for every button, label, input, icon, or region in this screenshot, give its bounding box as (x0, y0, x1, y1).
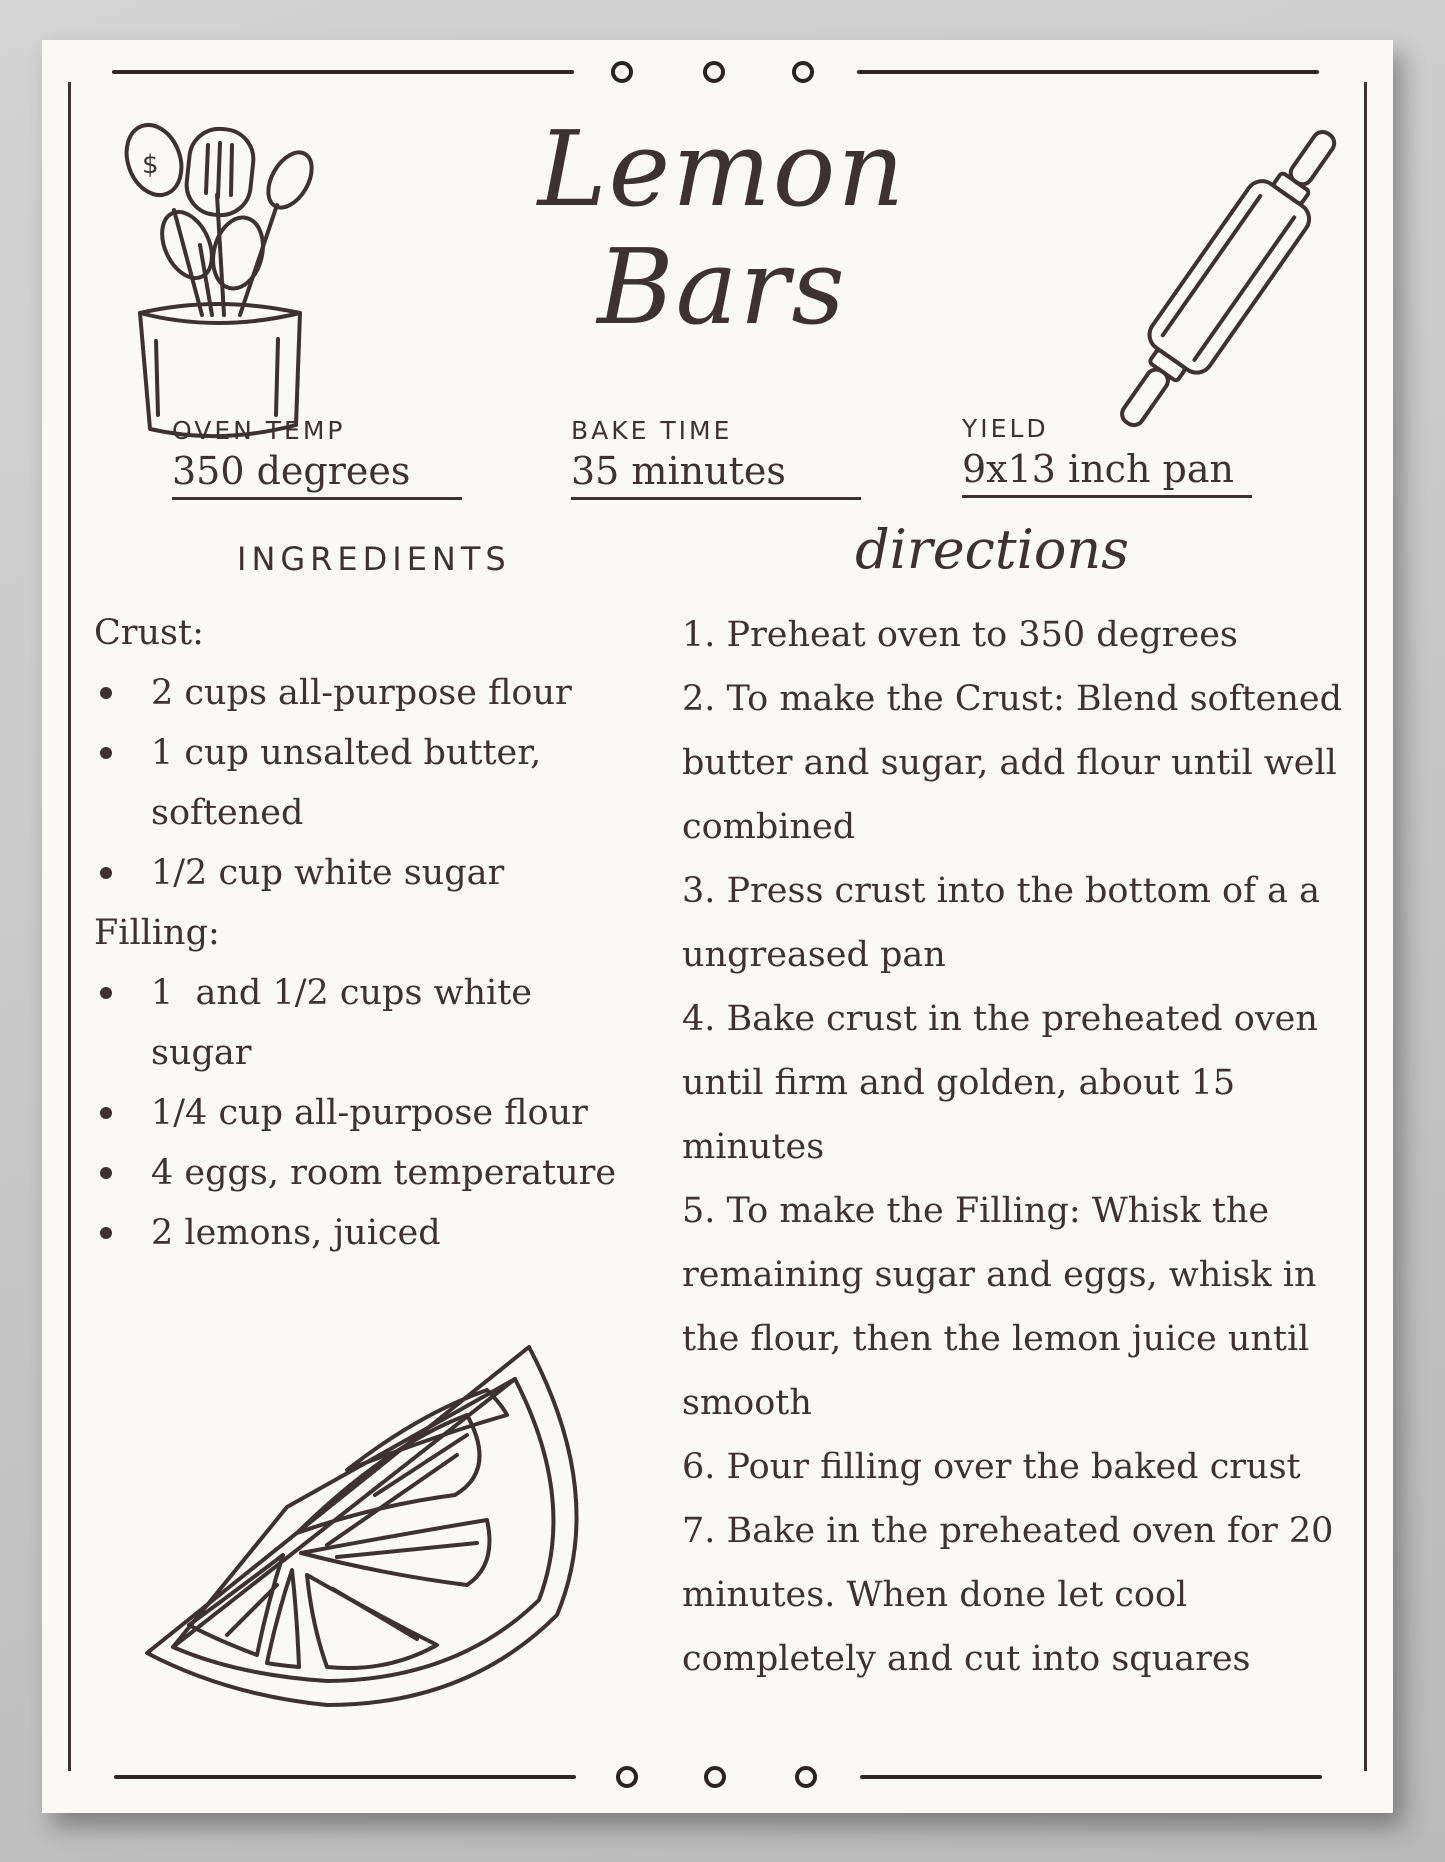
top-rule-left (112, 70, 574, 74)
ingredients-list (94, 603, 694, 1263)
direction-step: 7. Bake in the preheated oven for 20 minutes. When done let cool completely and cut into squares (682, 1511, 1334, 1679)
oven-temp-label: OVEN TEMP (172, 416, 346, 445)
crust-items (94, 663, 694, 903)
left-border-line (68, 82, 71, 1771)
binder-ring-icon (616, 1766, 638, 1788)
list-item: 2 cups all-purpose flour (94, 663, 694, 723)
bottom-rule-right (860, 1775, 1322, 1779)
bottom-rule-left (114, 1775, 576, 1779)
recipe-title (482, 110, 962, 346)
title-line-1: Lemon (537, 108, 907, 230)
list-item: 1 cup unsalted butter, softened (94, 723, 554, 843)
oven-temp-block (172, 415, 462, 500)
direction-step: 4. Bake crust in the preheated oven until firm and golden, about 15 minutes (682, 999, 1318, 1167)
yield-label: YIELD (962, 414, 1049, 443)
top-rule-right (857, 70, 1319, 74)
direction-step: 6. Pour filling over the baked crust (682, 1447, 1301, 1487)
crust-label: Crust: (94, 613, 204, 653)
bake-time-value: 35 minutes (571, 447, 861, 500)
list-item: 1/2 cup white sugar (94, 843, 694, 903)
list-item: 4 eggs, room temperature (94, 1143, 694, 1203)
binder-ring-icon (703, 61, 725, 83)
bake-time-label: BAKE TIME (571, 416, 733, 445)
yield-block (962, 413, 1252, 498)
binder-ring-icon (792, 61, 814, 83)
binder-ring-icon (704, 1766, 726, 1788)
lemon-slice-icon (137, 1295, 617, 1725)
filling-label: Filling: (94, 913, 220, 953)
binder-ring-icon (795, 1766, 817, 1788)
list-item: 1 and 1/2 cups white sugar (94, 963, 554, 1083)
list-item: 2 lemons, juiced (94, 1203, 694, 1263)
oven-temp-value: 350 degrees (172, 447, 462, 500)
list-item: 1/4 cup all-purpose flour (94, 1083, 694, 1143)
binder-ring-icon (611, 61, 633, 83)
utensils-crock-icon (112, 85, 322, 455)
directions-list (682, 603, 1382, 1691)
directions-heading: directions (855, 518, 1129, 581)
direction-step: 1. Preheat oven to 350 degrees (682, 615, 1238, 655)
ingredients-heading: INGREDIENTS (237, 540, 511, 578)
direction-step: 5. To make the Filling: Whisk the remaining sugar and eggs, whisk in the flour, then the lemon juice until smooth (682, 1191, 1317, 1423)
direction-step: 2. To make the Crust: Blend softened butter and sugar, add flour until well combined (682, 679, 1343, 847)
svg-text:$: $ (142, 150, 159, 180)
filling-items (94, 963, 694, 1263)
recipe-card (42, 40, 1393, 1813)
yield-value: 9x13 inch pan (962, 445, 1252, 498)
title-line-2: Bars (597, 226, 847, 348)
bake-time-block (571, 415, 861, 500)
direction-step: 3. Press crust into the bottom of a a ungreased pan (682, 871, 1321, 975)
